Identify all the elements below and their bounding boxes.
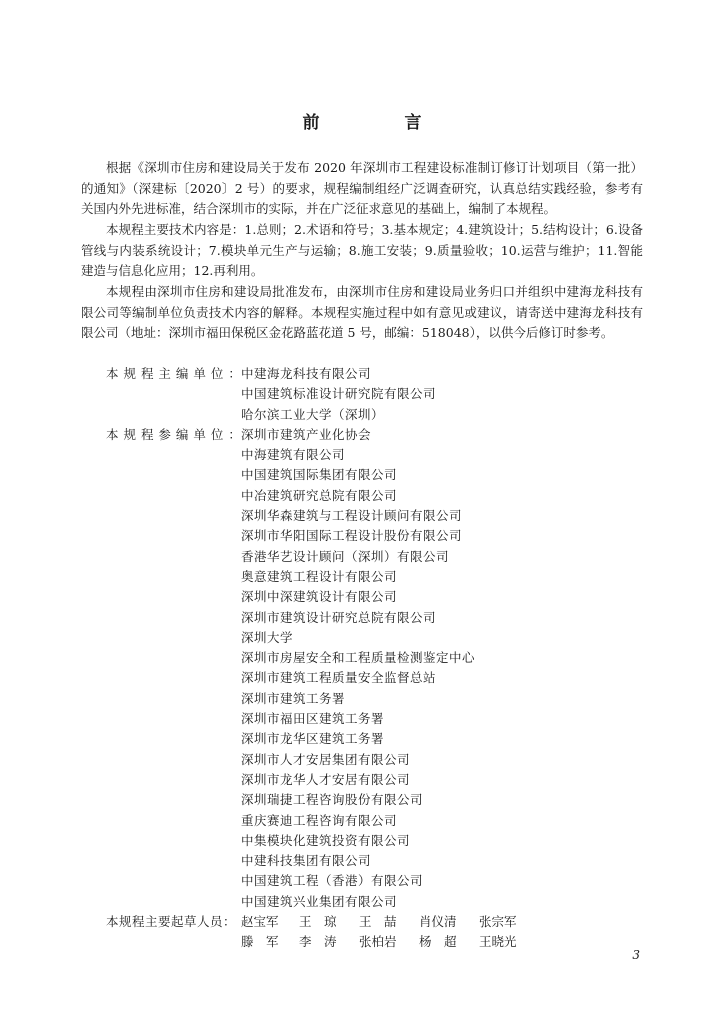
unit-name: 深圳市建筑设计研究总院有限公司 — [241, 609, 437, 625]
label-spacer — [81, 750, 241, 770]
participating-unit-row — [81, 425, 641, 445]
participating-unit-row — [81, 811, 641, 831]
unit-name: 深圳瑞捷工程咨询股份有限公司 — [241, 792, 424, 808]
participating-unit-row — [81, 668, 641, 688]
unit-name: 深圳华森建筑与工程设计顾问有限公司 — [241, 508, 463, 524]
label-spacer — [81, 384, 241, 404]
unit-name: 中建海龙科技有限公司 — [241, 366, 372, 381]
unit-name: 深圳市龙华区建筑工务署 — [241, 731, 385, 747]
unit-list — [81, 364, 641, 953]
unit-name: 深圳市福田区建筑工务署 — [241, 711, 385, 727]
drafter-name: 肖仪清 — [419, 914, 457, 930]
participating-unit-row — [81, 689, 641, 709]
label-spacer — [81, 506, 241, 526]
unit-name: 深圳大学 — [241, 629, 294, 645]
label-spacer — [81, 526, 241, 546]
unit-role-label: 本 规 程 参 编 单 位 ： — [106, 426, 242, 442]
label-spacer — [81, 892, 241, 912]
unit-name: 深圳市建筑工程质量安全监督总站 — [241, 670, 437, 686]
participating-unit-row — [81, 526, 641, 546]
drafter-name: 李 涛 — [299, 934, 337, 950]
unit-name: 中海建筑有限公司 — [241, 447, 346, 463]
label-spacer — [81, 689, 241, 709]
participating-unit-row — [81, 851, 641, 871]
unit-name: 深圳市人才安居集团有限公司 — [241, 751, 411, 767]
participating-unit-row — [81, 608, 641, 628]
page-number: 3 — [632, 948, 640, 962]
drafter-name: 张宗军 — [479, 914, 517, 930]
drafter-name: 赵宝军 — [241, 914, 279, 930]
label-spacer — [81, 486, 241, 506]
unit-name: 中集模块化建筑投资有限公司 — [241, 832, 411, 848]
preface-paragraph-1: 根据《深圳市住房和建设局关于发布 2020 年深圳市工程建设标准制订修订计划项目（第一批）的通知》（深建标〔2020〕2 号）的要求，规程编制组经广泛调查研究，认真总结实践经验，参考有关国内外先进标准，结合深圳市的实际，并在广泛征求意见的基础上，编制了本规程。 — [81, 160, 643, 216]
label-spacer — [81, 648, 241, 668]
page-title: 前 言 — [302, 113, 456, 133]
drafter-name: 王晓光 — [479, 934, 517, 950]
unit-name: 中国建筑标准设计研究院有限公司 — [241, 386, 437, 402]
participating-unit-row — [81, 871, 641, 891]
label-spacer — [81, 770, 241, 790]
label-spacer — [81, 729, 241, 749]
unit-name: 深圳市建筑产业化协会 — [241, 426, 372, 442]
unit-name: 哈尔滨工业大学（深圳） — [241, 406, 385, 422]
drafter-name: 张柏岩 — [359, 934, 397, 950]
drafter-name: 王 喆 — [359, 914, 397, 930]
participating-unit-row — [81, 628, 641, 648]
label-spacer — [81, 790, 241, 810]
unit-name: 奥意建筑工程设计有限公司 — [241, 568, 398, 584]
label-spacer — [81, 608, 241, 628]
participating-unit-row — [81, 790, 641, 810]
unit-name: 香港华艺设计顾问（深圳）有限公司 — [241, 548, 450, 564]
unit-name: 中国建筑工程（香港）有限公司 — [241, 873, 424, 889]
participating-unit-row — [81, 831, 641, 851]
participating-unit-row — [81, 648, 641, 668]
label-spacer — [81, 831, 241, 851]
drafter-name: 杨 超 — [419, 934, 457, 950]
label-spacer — [81, 567, 241, 587]
participating-unit-row — [81, 729, 641, 749]
label-spacer — [81, 445, 241, 465]
drafters-label: 本规程主要起草人员： — [106, 914, 237, 930]
drafter-names — [241, 932, 539, 952]
unit-name: 深圳市建筑工务署 — [241, 690, 346, 706]
label-spacer — [81, 668, 241, 688]
unit-name: 重庆赛迪工程咨询有限公司 — [241, 812, 398, 828]
participating-unit-row — [81, 465, 641, 485]
preface-paragraph-3: 本规程由深圳市住房和建设局批准发布，由深圳市住房和建设局业务归口并组织中建海龙科技有限公司等编制单位负责技术内容的解释。本规程实施过程中如有意见或建议，请寄送中建海龙科技有限公司（地址：深圳市福田保税区金花路蓝花道 5 号，邮编：518048），以供今后修订时参考。 — [81, 284, 643, 340]
drafter-names — [241, 912, 539, 932]
unit-name: 中国建筑兴业集团有限公司 — [241, 893, 398, 909]
label-spacer — [81, 811, 241, 831]
label-spacer — [81, 587, 241, 607]
drafter-row — [81, 932, 641, 952]
participating-unit-row — [81, 547, 641, 567]
drafter-row — [81, 912, 641, 932]
label-spacer — [81, 932, 241, 952]
participating-unit-row — [81, 445, 641, 465]
unit-name: 中国建筑国际集团有限公司 — [241, 467, 398, 483]
label-spacer — [81, 628, 241, 648]
participating-unit-row — [81, 750, 641, 770]
participating-unit-row — [81, 770, 641, 790]
unit-name: 深圳市华阳国际工程设计股份有限公司 — [241, 528, 463, 544]
chief-unit-row — [81, 405, 641, 425]
participating-unit-row — [81, 587, 641, 607]
preface-paragraph-2: 本规程主要技术内容是：1.总则；2.术语和符号；3.基本规定；4.建筑设计；5.结构设计；6.设备管线与内装系统设计；7.模块单元生产与运输；8.施工安装；9.质量验收；10.运营与维护；11.智能建造与信息化应用；12.再利用。 — [81, 222, 643, 278]
chief-unit-row — [81, 364, 641, 384]
unit-name: 深圳中深建筑设计有限公司 — [241, 589, 398, 605]
label-spacer — [81, 851, 241, 871]
label-spacer — [81, 871, 241, 891]
unit-name: 深圳市龙华人才安居有限公司 — [241, 771, 411, 787]
participating-unit-row — [81, 709, 641, 729]
participating-unit-row — [81, 892, 641, 912]
label-spacer — [81, 465, 241, 485]
chief-unit-row — [81, 384, 641, 404]
label-spacer — [81, 709, 241, 729]
participating-unit-row — [81, 486, 641, 506]
participating-unit-row — [81, 506, 641, 526]
unit-name: 中冶建筑研究总院有限公司 — [241, 487, 398, 503]
drafter-name: 王 琼 — [299, 914, 337, 930]
participating-unit-row — [81, 567, 641, 587]
unit-name: 深圳市房屋安全和工程质量检测鉴定中心 — [241, 650, 476, 666]
label-spacer — [81, 547, 241, 567]
unit-role-label: 本 规 程 主 编 单 位 ： — [106, 366, 242, 381]
unit-name: 中建科技集团有限公司 — [241, 853, 372, 869]
drafter-name: 滕 军 — [241, 934, 279, 950]
label-spacer — [81, 405, 241, 425]
